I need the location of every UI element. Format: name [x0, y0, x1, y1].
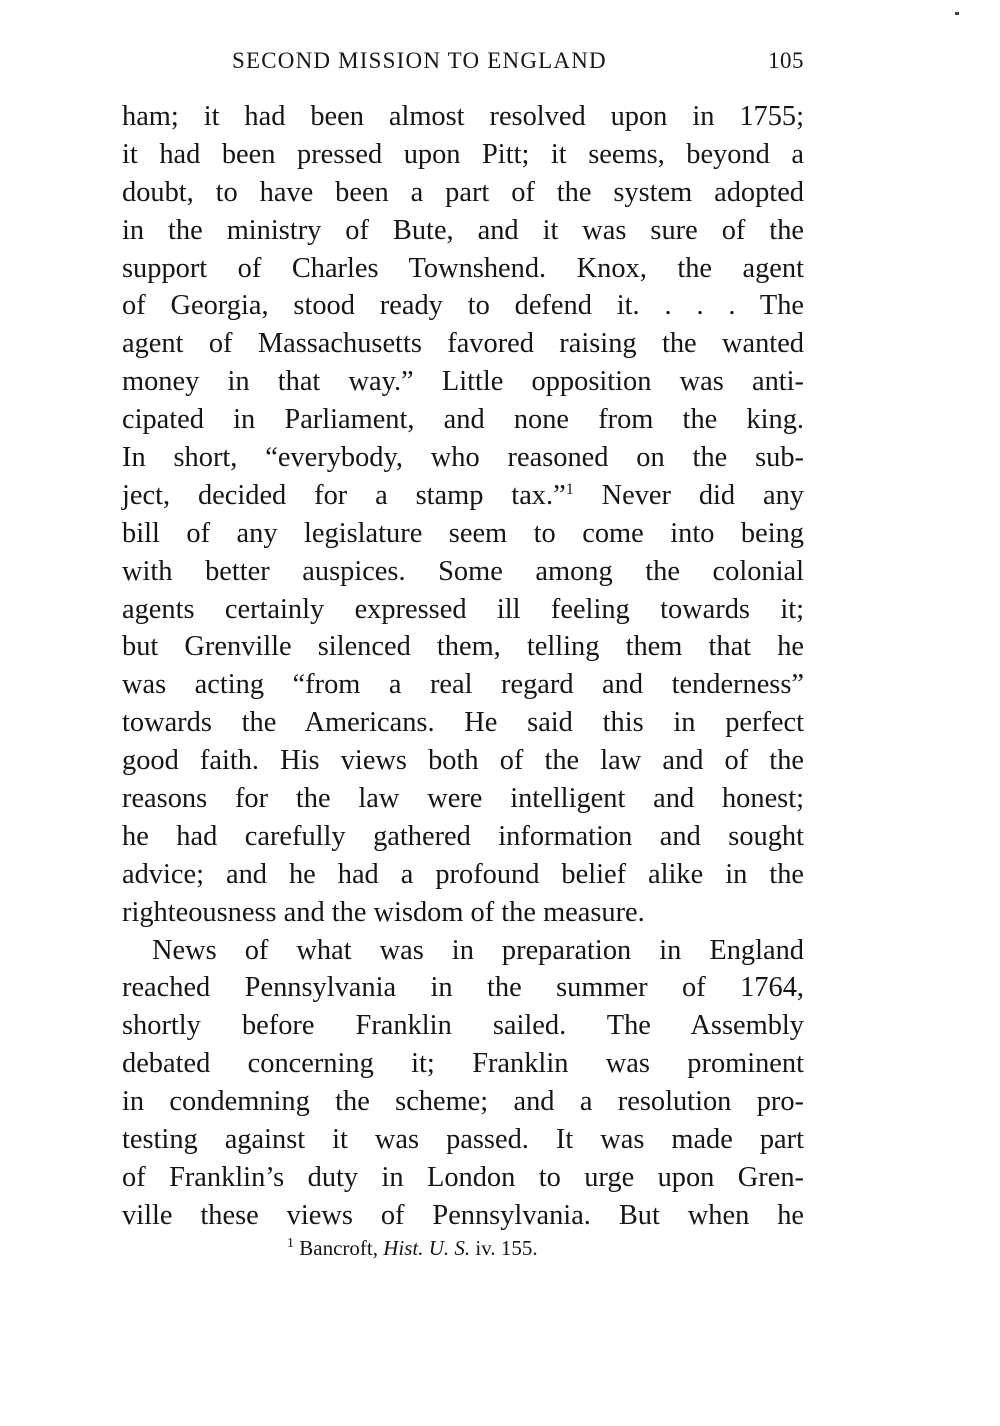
- text-line: righteousness and the wisdom of the measure.: [122, 896, 645, 928]
- text-line: In short, “everybody, who reasoned on the sub-: [122, 442, 804, 474]
- scan-speck: [955, 12, 959, 15]
- text-segment: Never did any: [601, 479, 804, 511]
- text-line-with-footnote-ref: [122, 477, 804, 515]
- text-line: advice; and he had a profound belief alike in the: [122, 858, 804, 890]
- page-number: 105: [768, 48, 804, 73]
- footnote: [287, 1236, 538, 1261]
- running-title: SECOND MISSION TO ENGLAND: [232, 48, 607, 73]
- text-line: was acting “from a real regard and tenderness”: [122, 669, 804, 701]
- footnote-author: Bancroft,: [299, 1236, 378, 1260]
- text-line: it had been pressed upon Pitt; it seems, beyond a: [122, 138, 804, 170]
- text-line: of Franklin’s duty in London to urge upon Gren-: [122, 1161, 804, 1193]
- text-line: in condemning the scheme; and a resolution pro-: [122, 1086, 804, 1118]
- text-line: with better auspices. Some among the colonial: [122, 555, 804, 587]
- text-line: of Georgia, stood ready to defend it. . . . The: [122, 290, 804, 322]
- text-line: in the ministry of Bute, and it was sure of the: [122, 214, 804, 246]
- text-line: ville these views of Pennsylvania. But when he: [122, 1199, 804, 1231]
- text-line: but Grenville silenced them, telling them that he: [122, 631, 804, 663]
- paragraph-first-line: News of what was in preparation in England: [152, 934, 804, 966]
- text-line: reasons for the law were intelligent and honest;: [122, 783, 804, 815]
- text-line: doubt, to have been a part of the system adopted: [122, 176, 804, 208]
- text-line: reached Pennsylvania in the summer of 1764,: [122, 972, 804, 1004]
- body-text: [122, 98, 804, 1235]
- text-line: debated concerning it; Franklin was prominent: [122, 1048, 804, 1080]
- text-line: ham; it had been almost resolved upon in 1755;: [122, 101, 804, 132]
- footnote-marker: 1: [287, 1236, 294, 1251]
- footnote-title: Hist. U. S.: [383, 1236, 471, 1260]
- text-line: bill of any legislature seem to come into being: [122, 517, 804, 549]
- footnote-citation: iv. 155.: [475, 1236, 538, 1260]
- text-line: agents certainly expressed ill feeling towards it;: [122, 593, 804, 625]
- text-line: testing against it was passed. It was made part: [122, 1124, 804, 1156]
- text-segment: ject, decided for a stamp tax.”: [122, 479, 566, 511]
- text-line: shortly before Franklin sailed. The Assembly: [122, 1010, 804, 1042]
- running-head: [122, 48, 804, 82]
- text-line: money in that way.” Little opposition was anti-: [122, 366, 804, 398]
- footnote-reference: 1: [565, 480, 574, 498]
- text-line: support of Charles Townshend. Knox, the agent: [122, 252, 804, 284]
- text-line: good faith. His views both of the law and of the: [122, 745, 804, 777]
- text-line: cipated in Parliament, and none from the king.: [122, 404, 804, 436]
- text-line: agent of Massachusetts favored raising the wanted: [122, 328, 804, 360]
- text-line: towards the Americans. He said this in perfect: [122, 707, 804, 739]
- text-line: he had carefully gathered information and sought: [122, 820, 804, 852]
